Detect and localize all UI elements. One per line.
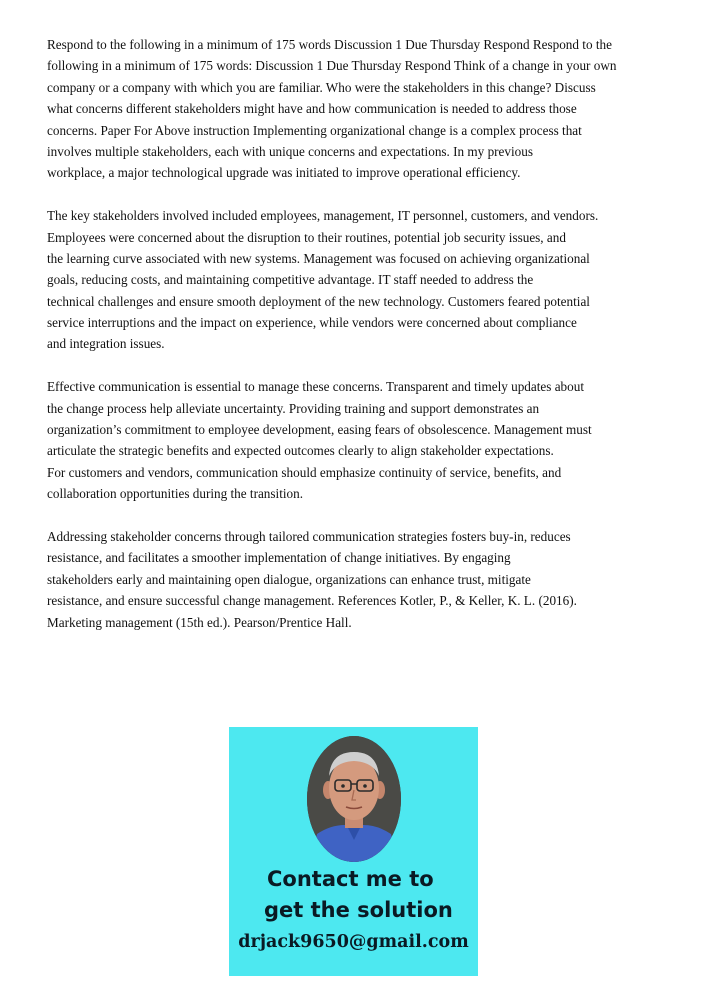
- paragraph-spacer: [47, 355, 669, 376]
- promo-headline-line-2: get the solution: [264, 898, 453, 922]
- paragraph-1: [47, 34, 669, 184]
- text-line: concerns. Paper For Above instruction Implementing organizational change is a complex process that: [47, 122, 582, 138]
- text-line: resistance, and ensure successful change management. References Kotler, P., & Keller, K. L. (2016).: [47, 593, 577, 609]
- text-line: service interruptions and the impact on experience, while vendors were concerned about compliance: [47, 315, 577, 331]
- text-line: For customers and vendors, communication should emphasize continuity of service, benefits, and: [47, 464, 562, 480]
- text-line: workplace, a major technological upgrade was initiated to improve operational efficiency.: [47, 165, 521, 181]
- text-line: company or a company with which you are familiar. Who were the stakeholders in this change? Discuss: [47, 79, 596, 95]
- text-line: what concerns different stakeholders might have and how communication is needed to address those: [47, 101, 577, 117]
- text-line: goals, reducing costs, and maintaining competitive advantage. IT staff needed to address the: [47, 272, 534, 288]
- document-body: [47, 34, 669, 633]
- text-line: Marketing management (15th ed.). Pearson/Prentice Hall.: [47, 614, 352, 630]
- paragraph-3: [47, 376, 669, 504]
- contact-email: drjack9650@gmail.com: [238, 932, 469, 952]
- text-line: the change process help alleviate uncertainty. Providing training and support demonstrates an: [47, 400, 540, 416]
- text-line: organization’s commitment to employee development, easing fears of obsolescence. Management must: [47, 422, 592, 438]
- text-line: and integration issues.: [47, 336, 165, 352]
- person-portrait-icon: [307, 736, 401, 862]
- contact-promo-box: [229, 727, 478, 976]
- text-line: The key stakeholders involved included employees, management, IT personnel, customers, and vendors.: [47, 208, 599, 224]
- paragraph-2: [47, 205, 669, 355]
- paragraph-spacer: [47, 505, 669, 526]
- text-line: resistance, and facilitates a smoother implementation of change initiatives. By engaging: [47, 550, 511, 566]
- text-line: stakeholders early and maintaining open dialogue, organizations can enhance trust, mitigate: [47, 571, 531, 587]
- text-line: Addressing stakeholder concerns through tailored communication strategies fosters buy-in, reduces: [47, 528, 571, 544]
- text-line: involves multiple stakeholders, each with unique concerns and expectations. In my previous: [47, 143, 533, 159]
- text-line: articulate the strategic benefits and expected outcomes clearly to align stakeholder expectations.: [47, 443, 554, 459]
- paragraph-spacer: [47, 184, 669, 205]
- text-line: Effective communication is essential to manage these concerns. Transparent and timely updates about: [47, 379, 584, 395]
- promo-headline-line-1: Contact me to: [267, 867, 434, 891]
- text-line: collaboration opportunities during the transition.: [47, 486, 304, 502]
- text-line: Employees were concerned about the disruption to their routines, potential job security issues, and: [47, 229, 566, 245]
- text-line: technical challenges and ensure smooth deployment of the new technology. Customers feared potential: [47, 293, 590, 309]
- text-line: the learning curve associated with new systems. Management was focused on achieving organizational: [47, 250, 590, 266]
- text-line: Respond to the following in a minimum of 175 words Discussion 1 Due Thursday Respond Respond to the: [47, 37, 612, 52]
- paragraph-4: [47, 526, 669, 633]
- text-line: following in a minimum of 175 words: Discussion 1 Due Thursday Respond Think of a change in your own: [47, 58, 617, 74]
